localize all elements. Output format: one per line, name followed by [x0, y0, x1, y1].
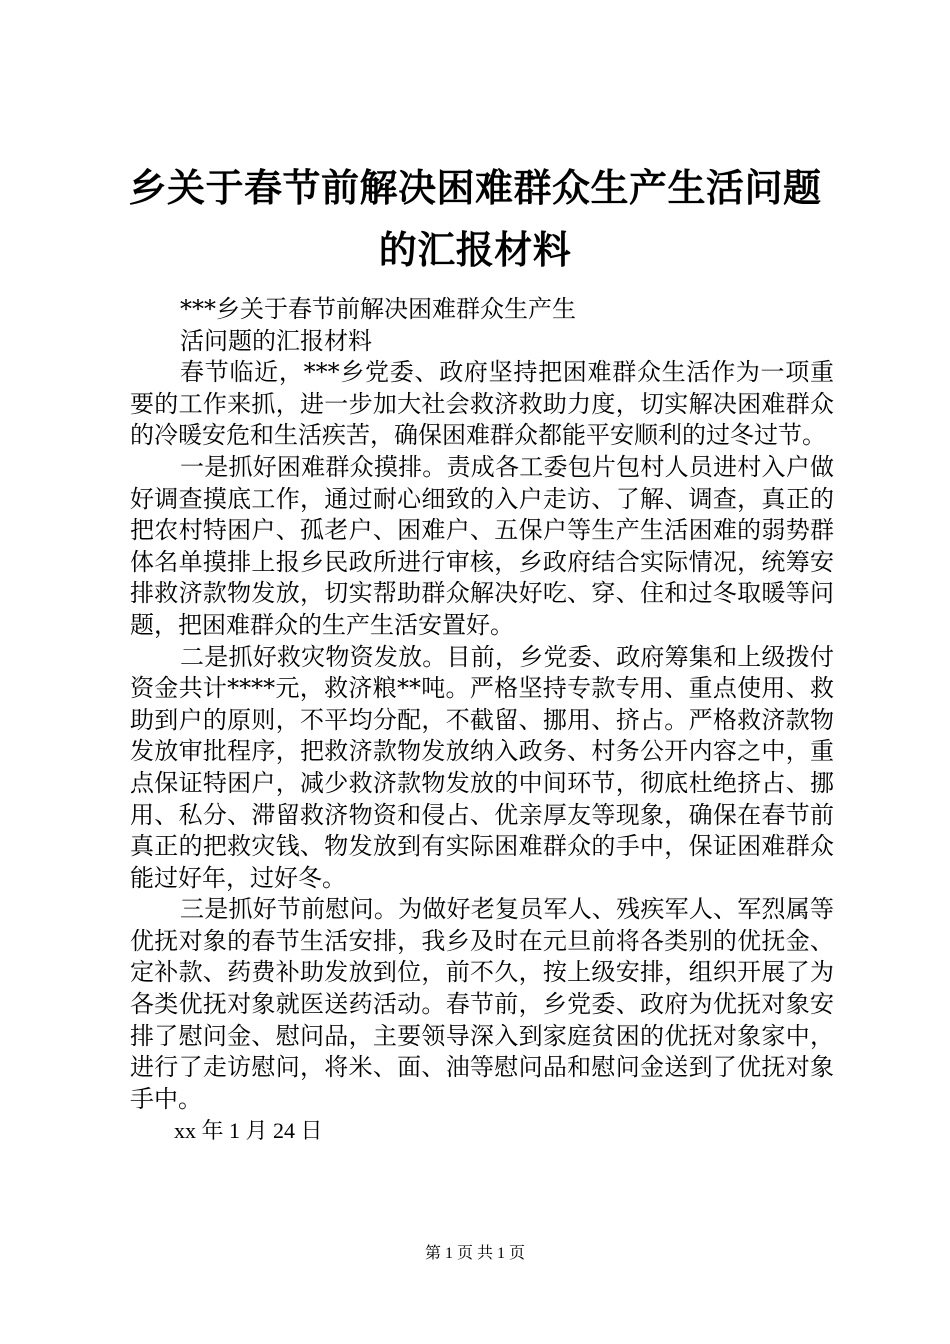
- page-footer: 第 1 页 共 1 页: [424, 1245, 525, 1262]
- document-body: [130, 294, 834, 1147]
- subtitle: [130, 294, 834, 357]
- paragraph-item-2: 二是抓好救灾物资发放。目前，乡党委、政府筹集和上级拨付资金共计****元，救济粮**吨。严格坚持专款专用、重点使用、救助到户的原则，不平均分配，不截留、挪用、挤占。严格救济款物发放审批程序，把救济款物发放纳入政务、村务公开内容之中，重点保证特困户，减少救济款物发放的中间环节，彻底杜绝挤占、挪用、私分、滞留救济物资和侵占、优亲厚友等现象，确保在春节前真正的把救灾钱、物发放到有实际困难群众的手中，保证困难群众能过好年，过好冬。: [130, 642, 834, 892]
- paragraph-item-1: 一是抓好困难群众摸排。责成各工委包片包村人员进村入户做好调查摸底工作，通过耐心细致的入户走访、了解、调查，真正的把农村特困户、孤老户、困难户、五保户等生产生活困难的弱势群体名单摸排上报乡民政所进行审核，乡政府结合实际情况，统筹安排救济款物发放，切实帮助群众解决好吃、穿、住和过冬取暖等问题，把困难群众的生产生活安置好。: [130, 452, 834, 639]
- document-title: 乡关于春节前解决困难群众生产生活问题的汇报材料: [128, 166, 822, 272]
- subtitle-line-2: 活问题的汇报材料: [180, 326, 372, 355]
- paragraph-intro: 春节临近，***乡党委、政府坚持把困难群众生活作为一项重要的工作来抓，进一步加大社会救济救助力度，切实解决困难群众的冷暖安危和生活疾苦，确保困难群众都能平安顺利的过冬过节。: [130, 358, 834, 450]
- document-date: xx 年 1 月 24 日: [174, 1118, 323, 1144]
- subtitle-line-1: ***乡关于春节前解决困难群众生产生: [180, 295, 576, 323]
- paragraph-item-3: 三是抓好节前慰问。为做好老复员军人、残疾军人、军烈属等优抚对象的春节生活安排，我乡及时在元旦前将各类别的优抚金、定补款、药费补助发放到位，前不久，按上级安排，组织开展了为各类优抚对象就医送药活动。春节前，乡党委、政府为优抚对象安排了慰问金、慰问品，主要领导深入到家庭贫困的优抚对象家中，进行了走访慰问，将米、面、油等慰问品和慰问金送到了优抚对象手中。: [130, 895, 834, 1113]
